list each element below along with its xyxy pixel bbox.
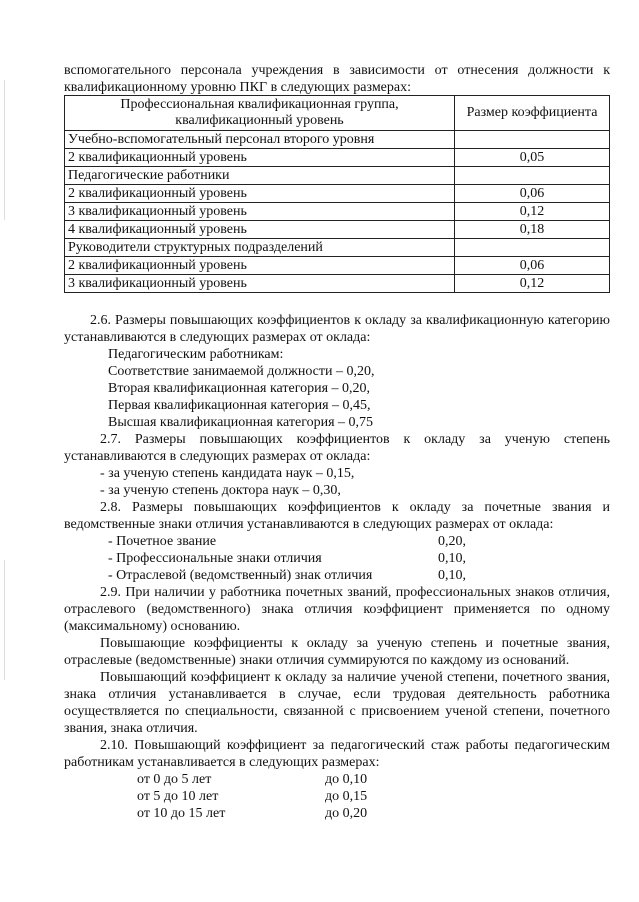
list-item: Высшая квалификационная категория – 0,75 bbox=[108, 415, 374, 430]
table-cell-label: 2 квалификационный уровень bbox=[65, 149, 455, 167]
section-2-9-paragraph-3: Повышающий коэффициент к окладу за наличие ученой степени, почетного звания, знака отличия устанавливается в случае, если трудовая деятельность работника осуществляется по специальности, связанной с присвоением ученой степени, почетного звания, знака отличия. bbox=[64, 670, 610, 736]
table-row bbox=[65, 131, 610, 149]
section-2-7-paragraph: 2.7. Размеры повышающих коэффициентов к окладу за ученую степень устанавливаются в следующих размерах от оклада: bbox=[64, 432, 610, 464]
list-item: - за ученую степень кандидата наук – 0,15, bbox=[100, 466, 355, 481]
section-2-6-paragraph: 2.6. Размеры повышающих коэффициентов к окладу за квалификационную категорию устанавливаются в следующих размерах от оклада: bbox=[64, 313, 610, 345]
coefficient-table bbox=[64, 95, 610, 293]
table-cell-label: Руководители структурных подразделений bbox=[65, 239, 455, 257]
table-row bbox=[65, 239, 610, 257]
table-cell-value bbox=[455, 167, 610, 185]
table-header-group: Профессиональная квалификационная группа, квалификационный уровень bbox=[65, 96, 455, 131]
list-item-label: от 0 до 5 лет bbox=[137, 772, 212, 787]
table-cell-value: 0,06 bbox=[455, 185, 610, 203]
list-item-label: - Отраслевой (ведомственный) знак отличия bbox=[108, 568, 373, 583]
table-cell-value: 0,12 bbox=[455, 203, 610, 221]
list-item: Первая квалификационная категория – 0,45, bbox=[108, 398, 371, 413]
list-item-value: 0,20, bbox=[438, 534, 466, 549]
list-item-label: - Профессиональные знаки отличия bbox=[108, 551, 322, 566]
table-header-row bbox=[65, 96, 610, 131]
table-cell-label: 2 квалификационный уровень bbox=[65, 185, 455, 203]
list-item-value: до 0,10 bbox=[325, 772, 368, 787]
table-row bbox=[65, 167, 610, 185]
list-item-value: 0,10, bbox=[438, 551, 466, 566]
list-item-value: до 0,20 bbox=[325, 806, 368, 821]
table-cell-label: 4 квалификационный уровень bbox=[65, 221, 455, 239]
table-cell-value: 0,06 bbox=[455, 257, 610, 275]
table-cell-value: 0,18 bbox=[455, 221, 610, 239]
list-item: Соответствие занимаемой должности – 0,20, bbox=[108, 364, 375, 379]
table-cell-label: Учебно-вспомогательный персонал второго уровня bbox=[65, 131, 455, 149]
list-item-value: 0,10, bbox=[438, 568, 466, 583]
list-item: - за ученую степень доктора наук – 0,30, bbox=[100, 483, 341, 498]
list-item-label: от 10 до 15 лет bbox=[137, 806, 226, 821]
list-item-label: - Почетное звание bbox=[108, 534, 217, 549]
table-cell-value: 0,12 bbox=[455, 275, 610, 293]
list-item-label: от 5 до 10 лет bbox=[137, 789, 219, 804]
table-row bbox=[65, 275, 610, 293]
scan-edge-mark bbox=[4, 560, 5, 680]
table-cell-label: 3 квалификационный уровень bbox=[65, 275, 455, 293]
table-row bbox=[65, 221, 610, 239]
intro-paragraph: вспомогательного персонала учреждения в зависимости от отнесения должности к квалификационному уровню ПКГ в следующих размерах: bbox=[64, 63, 610, 95]
table-cell-label: Педагогические работники bbox=[65, 167, 455, 185]
list-item: Вторая квалификационная категория – 0,20, bbox=[108, 381, 371, 396]
table-row bbox=[65, 149, 610, 167]
section-2-10-paragraph: 2.10. Повышающий коэффициент за педагогический стаж работы педагогическим работникам устанавливается в следующих размерах: bbox=[64, 738, 610, 770]
table-row bbox=[65, 185, 610, 203]
section-2-9-paragraph-2: Повышающие коэффициенты к окладу за ученую степень и почетные звания, отраслевые (ведомственные) знаки отличия суммируются по каждому из оснований. bbox=[64, 636, 610, 668]
table-cell-value: 0,05 bbox=[455, 149, 610, 167]
table-cell-label: 3 квалификационный уровень bbox=[65, 203, 455, 221]
table-cell-value bbox=[455, 239, 610, 257]
table-row bbox=[65, 257, 610, 275]
section-2-9-paragraph: 2.9. При наличии у работника почетных званий, профессиональных знаков отличия, отраслевого (ведомственного) знака отличия коэффициент применяется по одному (максимальному) основанию. bbox=[64, 585, 610, 634]
section-2-6-lead: Педагогическим работникам: bbox=[108, 347, 284, 362]
section-2-8-paragraph: 2.8. Размеры повышающих коэффициентов к окладу за почетные звания и ведомственные знаки отличия устанавливаются в следующих размерах от оклада: bbox=[64, 500, 610, 532]
table-row bbox=[65, 203, 610, 221]
list-item-value: до 0,15 bbox=[325, 789, 368, 804]
scan-edge-mark bbox=[4, 80, 5, 220]
table-cell-value bbox=[455, 131, 610, 149]
table-cell-label: 2 квалификационный уровень bbox=[65, 257, 455, 275]
table-header-coefficient: Размер коэффициента bbox=[455, 96, 610, 131]
